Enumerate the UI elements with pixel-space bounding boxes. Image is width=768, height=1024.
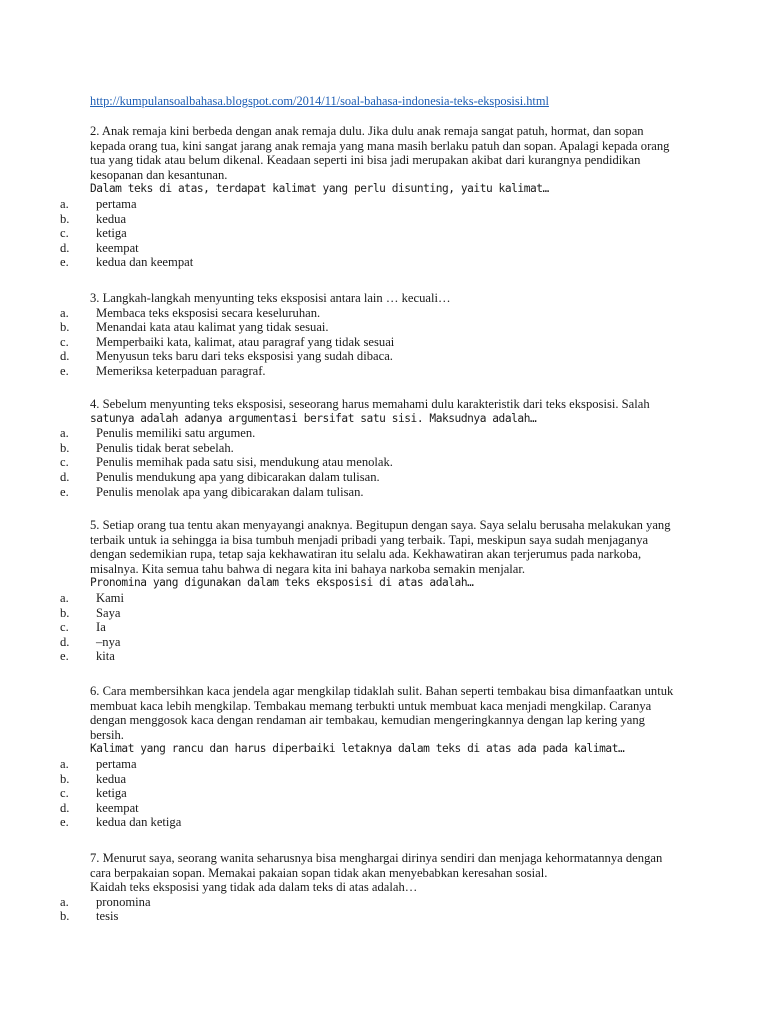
- option-letter: e.: [60, 255, 69, 270]
- option-c[interactable]: [60, 335, 700, 350]
- option-letter: b.: [60, 605, 70, 620]
- question-stem: [90, 518, 700, 576]
- stem-line: 5. Setiap orang tua tentu akan menyayangi anaknya. Begitupun dengan saya. Saya selalu berusaha melakukan yang: [90, 518, 671, 532]
- option-d[interactable]: [60, 470, 700, 485]
- option-b[interactable]: [60, 441, 700, 456]
- option-text: kedua: [96, 771, 127, 786]
- option-letter: d.: [60, 349, 70, 364]
- question-prompt: Pronomina yang digunakan dalam teks eksposisi di atas adalah…: [90, 576, 474, 590]
- option-text: Menyusun teks baru dari teks eksposisi yang sudah dibaca.: [96, 349, 393, 364]
- option-text: Penulis mendukung apa yang dibicarakan dalam tulisan.: [96, 469, 380, 484]
- option-text: Penulis tidak berat sebelah.: [96, 440, 234, 455]
- option-text: Membaca teks eksposisi secara keseluruhan.: [96, 305, 321, 320]
- option-letter: b.: [60, 211, 70, 226]
- option-c[interactable]: [60, 620, 700, 635]
- option-text: Saya: [96, 605, 121, 620]
- stem-line: 2. Anak remaja kini berbeda dengan anak remaja dulu. Jika dulu anak remaja sangat patuh, hormat, dan sopan: [90, 124, 644, 138]
- option-d[interactable]: [60, 635, 700, 650]
- question-2: [60, 124, 700, 270]
- stem-line: cara berpakaian sopan. Memakai pakaian sopan tidak akan menyebabkan keresahan sosial.: [90, 865, 548, 880]
- option-letter: b.: [60, 320, 70, 335]
- option-letter: c.: [60, 334, 69, 349]
- option-b[interactable]: [60, 212, 700, 227]
- option-d[interactable]: [60, 801, 700, 816]
- stem-line: 4. Sebelum menyunting teks eksposisi, seseorang harus memahami dulu karakteristik dari teks eksposisi. Salah: [90, 397, 650, 411]
- stem-line: dengan menggosok kaca dengan rendaman air tembakau, kemudian mengeringkannya dengan lap kering yang: [90, 713, 645, 728]
- option-text: Penulis memiliki satu argumen.: [96, 426, 256, 441]
- option-text: keempat: [96, 800, 139, 815]
- option-a[interactable]: [60, 757, 700, 772]
- option-letter: a.: [60, 196, 69, 211]
- question-7: [60, 851, 700, 924]
- question-stem: [90, 397, 700, 412]
- option-a[interactable]: [60, 426, 700, 441]
- stem-line: kesopanan dan kesantunan.: [90, 167, 228, 182]
- stem-line: dengan sedemikian rupa, tetap saja kekhawatiran itu selalu ada. Kekhawatiran akan terjerumus pada narkoba,: [90, 547, 642, 562]
- option-text: Penulis menolak apa yang dibicarakan dalam tulisan.: [96, 484, 364, 499]
- question-stem: [90, 851, 700, 895]
- option-text: pertama: [96, 756, 137, 771]
- option-e[interactable]: [60, 364, 700, 379]
- option-letter: e.: [60, 649, 69, 664]
- option-letter: c.: [60, 620, 69, 635]
- option-letter: e.: [60, 363, 69, 378]
- question-prompt: satunya adalah adanya argumentasi bersifat satu sisi. Maksudnya adalah…: [90, 411, 537, 425]
- option-text: tesis: [96, 909, 119, 924]
- question-6: [60, 684, 700, 830]
- option-c[interactable]: [60, 226, 700, 241]
- option-text: kedua: [96, 211, 127, 226]
- option-b[interactable]: [60, 772, 700, 787]
- option-letter: e.: [60, 815, 69, 830]
- option-letter: a.: [60, 590, 69, 605]
- question-5: [60, 518, 700, 664]
- option-c[interactable]: [60, 786, 700, 801]
- option-text: –nya: [96, 634, 121, 649]
- option-text: ketiga: [96, 786, 127, 801]
- option-text: Menandai kata atau kalimat yang tidak sesuai.: [96, 320, 329, 335]
- stem-line: 6. Cara membersihkan kaca jendela agar mengkilap tidaklah sulit. Bahan seperti tembakau bisa dimanfaatkan untuk: [90, 684, 674, 698]
- option-letter: b.: [60, 440, 70, 455]
- question-4: [60, 397, 700, 499]
- option-letter: c.: [60, 786, 69, 801]
- option-a[interactable]: [60, 197, 700, 212]
- option-a[interactable]: [60, 895, 700, 910]
- option-b[interactable]: [60, 320, 700, 335]
- question-prompt: Dalam teks di atas, terdapat kalimat yang perlu disunting, yaitu kalimat…: [90, 182, 549, 196]
- option-letter: a.: [60, 756, 69, 771]
- option-letter: b.: [60, 771, 70, 786]
- stem-line: kepada orang tua, kini sangat jarang anak remaja yang mana masih berlaku patuh dan sopan. Apalagi kepada orang: [90, 138, 670, 153]
- question-3: [60, 291, 700, 379]
- stem-line: bersih.: [90, 727, 124, 742]
- question-stem: [90, 684, 700, 742]
- option-text: Ia: [96, 620, 106, 635]
- option-e[interactable]: [60, 255, 700, 270]
- option-text: pronomina: [96, 894, 151, 909]
- stem-line: 7. Menurut saya, seorang wanita seharusnya bisa menghargai dirinya sendiri dan menjaga kehormatannya dengan: [90, 851, 663, 865]
- option-d[interactable]: [60, 349, 700, 364]
- option-text: kedua dan ketiga: [96, 815, 182, 830]
- question-prompt: Kalimat yang rancu dan harus diperbaiki letaknya dalam teks di atas ada pada kalimat…: [90, 742, 625, 756]
- stem-line: 3. Langkah-langkah menyunting teks eksposisi antara lain … kecuali…: [90, 291, 451, 305]
- option-letter: d.: [60, 469, 70, 484]
- option-letter: d.: [60, 634, 70, 649]
- option-e[interactable]: [60, 649, 700, 664]
- option-b[interactable]: [60, 909, 700, 924]
- option-letter: d.: [60, 240, 70, 255]
- question-stem: [90, 124, 700, 182]
- stem-line: terbaik untuk ia sehingga ia bisa tumbuh menjadi pribadi yang terbaik. Tapi, meskipun saya sudah menjaganya: [90, 532, 649, 547]
- option-letter: a.: [60, 894, 69, 909]
- option-letter: a.: [60, 305, 69, 320]
- option-text: pertama: [96, 196, 137, 211]
- source-url-link[interactable]: http://kumpulansoalbahasa.blogspot.com/2014/11/soal-bahasa-indonesia-teks-eksposisi.html: [90, 94, 549, 108]
- stem-line: membuat kaca lebih mengkilap. Tembakau memang terbukti untuk membuat kaca menjadi mengkilap. Caranya: [90, 698, 652, 713]
- stem-line: tua yang tidak atau belum dikenal. Keadaan seperti ini bisa jadi merupakan akibat dari kurangnya pendidikan: [90, 153, 641, 168]
- option-letter: d.: [60, 800, 70, 815]
- option-d[interactable]: [60, 241, 700, 256]
- stem-line: misalnya. Kita semua tahu bahwa di negara kita ini bahaya narkoba semakin menjalar.: [90, 561, 526, 576]
- option-letter: c.: [60, 455, 69, 470]
- option-text: Kami: [96, 590, 124, 605]
- option-text: keempat: [96, 240, 139, 255]
- stem-line: Kaidah teks eksposisi yang tidak ada dalam teks di atas adalah…: [90, 880, 418, 895]
- option-text: Memeriksa keterpaduan paragraf.: [96, 363, 266, 378]
- option-letter: e.: [60, 484, 69, 499]
- option-c[interactable]: [60, 455, 700, 470]
- option-letter: c.: [60, 226, 69, 241]
- option-e[interactable]: [60, 485, 700, 500]
- option-b[interactable]: [60, 606, 700, 621]
- option-text: Memperbaiki kata, kalimat, atau paragraf yang tidak sesuai: [96, 334, 395, 349]
- option-a[interactable]: [60, 591, 700, 606]
- option-text: kedua dan keempat: [96, 255, 194, 270]
- option-text: kita: [96, 649, 115, 664]
- option-a[interactable]: [60, 306, 700, 321]
- option-letter: b.: [60, 909, 70, 924]
- option-e[interactable]: [60, 815, 700, 830]
- question-stem: [90, 291, 700, 306]
- option-text: Penulis memihak pada satu sisi, mendukung atau menolak.: [96, 455, 393, 470]
- option-letter: a.: [60, 426, 69, 441]
- option-text: ketiga: [96, 226, 127, 241]
